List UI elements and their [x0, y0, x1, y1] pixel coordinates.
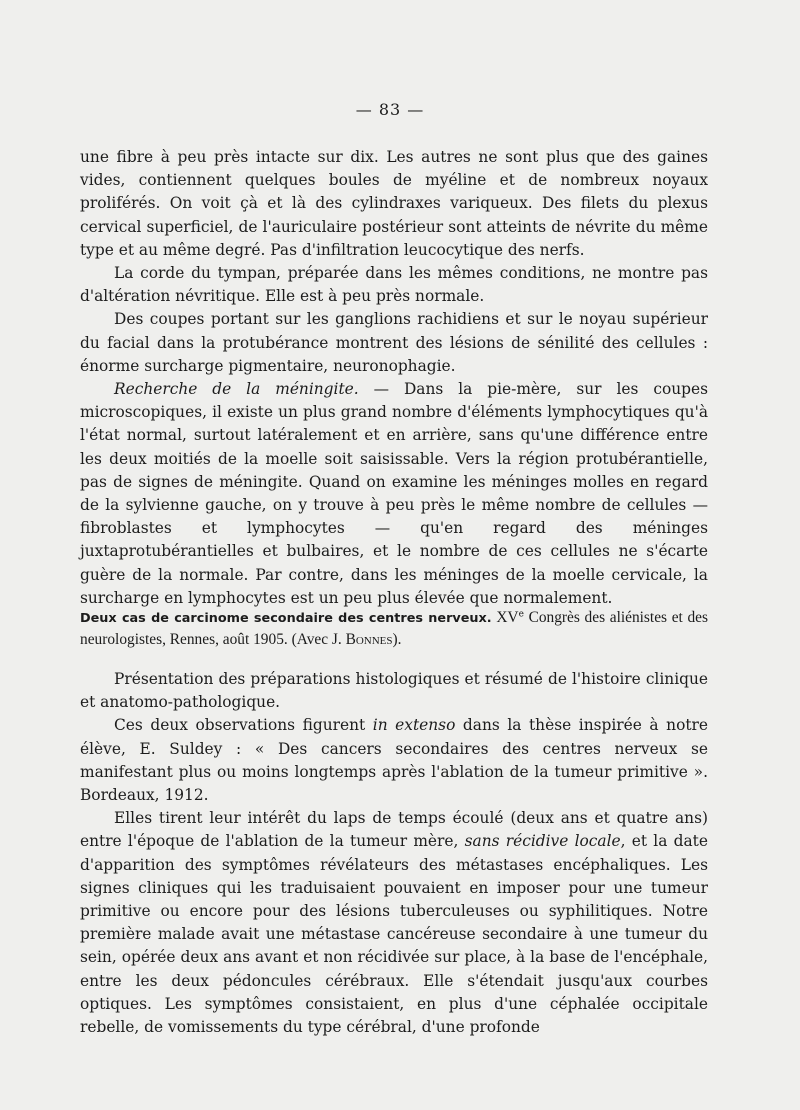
paragraph-interet [80, 807, 708, 1039]
reference-coauthor: Bonnes [345, 631, 393, 648]
bibliographic-reference [80, 607, 708, 651]
observations-text-a: Ces deux observations figurent [114, 716, 373, 735]
reference-congress-superscript: e [518, 609, 524, 620]
reference-close: ). [392, 631, 402, 648]
paragraph-observations [80, 714, 708, 807]
paragraph-meningite [80, 378, 708, 610]
paragraph-ganglions: Des coupes portant sur les ganglions rachidiens et sur le noyau supérieur du facial dans la protubérance montrent des lésions de sénilité des cellules : énorme surcharge pigmentaire, neuronophagie. [80, 310, 708, 375]
paragraph-nerve-fibres: une fibre à peu près intacte sur dix. Les autres ne sont plus que des gaines vides, contiennent quelques boules de myéline et de nombreux noyaux proliférés. On voit çà et là des cylindraxes variqueux. Des filets du plexus cervical superficiel, de l'auriculaire postérieur sont atteints de névrite du même type et au même degré. Pas d'infiltration leucocytique des nerfs. [80, 148, 708, 259]
page-number: — 83 — [355, 100, 425, 119]
reference-title: Deux cas de carcinome secondaire des centres nerveux. [80, 611, 492, 626]
paragraph-corde-tympan: La corde du tympan, préparée dans les mêmes conditions, ne montre pas d'altération névritique. Elle est à peu près normale. [80, 264, 708, 306]
reference-congress-details: Congrès des aliénistes et des neurologistes, Rennes, août 1905. (Avec J. [80, 609, 709, 648]
text-block-carcinome [80, 668, 708, 1039]
reference-congress-prefix: XV [491, 609, 519, 626]
observations-text-b: dans la thèse inspirée à notre élève, E. Suldey : « Des cancers secondaires des centres nerveux se manifestant plus ou moins longtemps après l'ablation de la tumeur primitive ». Bordeaux, 1912. [80, 716, 709, 805]
interet-text-b: , et la date d'apparition des symptômes révélateurs des métastases encéphaliques. Les signes cliniques qui les traduisaient pouvaient en imposer pour une tumeur primitive ou encore pour des lésions tuberculeuses ou syphilitiques. Notre première malade avait une métastase cancéreuse secondaire à une tumeur du sein, opérée deux ans avant et non récidivée sur place, à la base de l'encéphale, entre les deux pédoncules cérébraux. Elle s'étendait jusqu'aux courbes optiques. Les symptômes consistaient, en plus d'une céphalée occipitale rebelle, de vomissements du type cérébral, d'une profonde [80, 832, 708, 1037]
paragraph-meningite-text: — Dans la pie-mère, sur les coupes microscopiques, il existe un plus grand nombre d'éléments lymphocytiques qu'à l'état normal, surtout latéralement et en arrière, sans qu'une différence entre les deux moitiés de la moelle soit saisissable. Vers la région protubérantielle, pas de signes de méningite. Quand on examine les méninges molles en regard de la sylvienne gauche, on y trouve à peu près le même nombre de cellules — fibroblastes et lymphocytes — qu'en regard des méninges juxtaprotubérantielles et bulbaires, et le nombre de ces cellules ne s'écarte guère de la normale. Par contre, dans les méninges de la moelle cervicale, la surcharge en lymphocytes est un peu plus élevée que normalement. [80, 380, 708, 607]
paragraph-presentation: Présentation des préparations histologiques et résumé de l'histoire clinique et anatomo-pathologique. [80, 670, 708, 712]
section-heading-meningite: Recherche de la méningite. [114, 380, 359, 399]
interet-text-a: Elles tirent leur intérêt du laps de temps écoulé (deux ans et quatre ans) entre l'époque de l'ablation de la tumeur mère, [80, 809, 708, 851]
reference-line [80, 607, 708, 651]
interet-emphasis: sans récidive locale [464, 832, 621, 851]
observations-emphasis: in extenso [372, 716, 456, 735]
text-block-pathology [80, 146, 708, 610]
